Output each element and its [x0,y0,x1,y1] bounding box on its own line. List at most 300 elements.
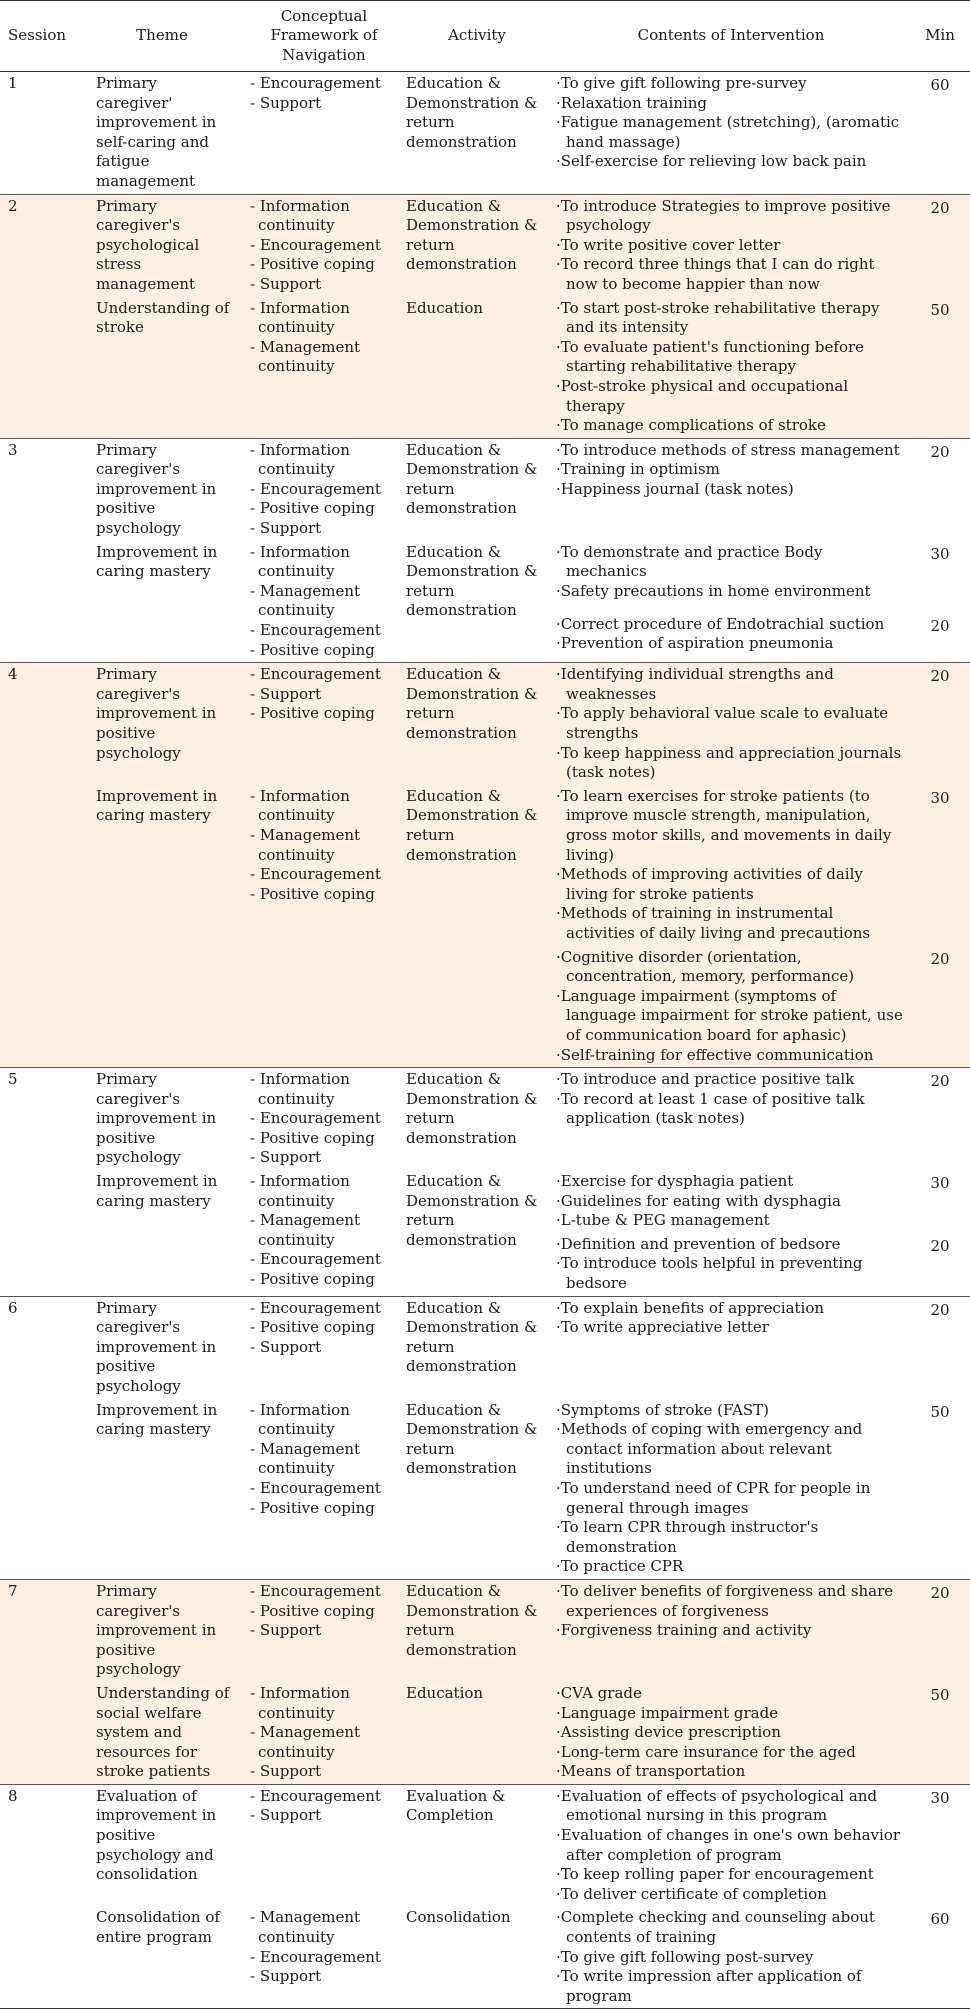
bullet-icon: · [556,1786,561,1805]
minutes-cell: 30 [930,1174,950,1193]
content-item [556,236,906,256]
bullet-icon: · [556,1211,561,1230]
content-item [556,634,906,654]
contents-cell [552,1399,910,1580]
framework-item: - Information continuity [250,542,350,581]
content-text: To give gift following post-survey [560,1947,814,1966]
bullet-icon: · [556,1947,561,1966]
content-item [556,460,906,480]
content-item [556,1254,906,1293]
bullet-icon: · [556,947,561,966]
activity-cell [402,1399,552,1580]
content-text: Methods of improving activities of daily living for stroke patients [560,865,863,903]
content-text: Definition and prevention of bedsore [560,1234,841,1253]
content-item [556,1723,906,1743]
session-number: 2 [0,194,78,296]
session-number: 8 [0,1784,78,1906]
session-number [0,297,78,439]
theme-cell [78,1296,246,1398]
content-text: To keep rolling paper for encouragement [560,1865,874,1884]
theme-text: Primary caregiver's improvement in positive psychology [96,665,217,762]
bullet-icon: · [556,1420,561,1439]
theme-text: Evaluation of improvement in positive psychology and consolidation [96,1786,217,1884]
theme-text: Primary caregiver's improvement in positive psychology [96,1298,217,1395]
content-item [556,299,906,338]
theme-cell [78,1068,246,1170]
framework-item: - Encouragement [250,665,381,684]
theme-text: Improvement in caring mastery [96,1400,218,1439]
activity-line: Education [406,298,484,317]
theme-text: Understanding of stroke [96,298,230,337]
content-item [556,1967,906,2006]
content-text: Safety precautions in home environment [560,581,871,600]
content-text: Relaxation training [560,93,708,112]
theme-text: Primary caregiver's psychological stress management [96,196,200,293]
bullet-icon: · [556,74,561,92]
framework-item: - Support [250,1762,322,1781]
contents-cell [552,194,910,296]
contents-cell [552,663,910,785]
content-item [556,1582,906,1621]
theme-cell [78,785,246,1068]
header-contents: Contents of Intervention [552,1,910,72]
table-row [0,1170,970,1233]
content-text: Language impairment grade [560,1703,779,1722]
activity-line: Demonstration & [406,1420,538,1439]
framework-item: - Information continuity [250,298,350,337]
activity-line: Education & [406,1581,502,1600]
content-text: Complete checking and counseling about contents of training [560,1908,875,1947]
framework-item: - Positive coping [250,884,375,903]
header-framework: Conceptual Framework of Navigation [246,1,402,72]
contents-cell [552,438,910,540]
content-item [556,1865,906,1885]
theme-text: Improvement in caring mastery [96,786,218,825]
activity-line: demonstration [406,845,517,864]
bullet-icon: · [556,376,561,395]
content-item [556,987,906,1046]
activity-line: Evaluation & [406,1786,506,1805]
bullet-icon: · [556,1908,561,1927]
activity-line: Education & [406,440,502,459]
header-min: Min [910,1,970,72]
activity-line: Education & [406,1070,502,1089]
theme-text: Primary caregiver's improvement in positive psychology [96,1070,217,1167]
framework-cell [246,785,402,1068]
bullet-icon: · [556,255,561,274]
minutes-cell: 20 [910,194,970,296]
activity-line: Education & [406,74,502,92]
framework-cell [246,1906,402,2008]
theme-cell [78,541,246,663]
activity-line: Demonstration & [406,1601,538,1620]
activity-line: Demonstration & [406,684,538,703]
activity-line: Education & [406,1298,502,1317]
bullet-icon: · [556,460,561,479]
content-text: Means of transportation [560,1762,746,1781]
minutes-cell: 20 [930,1236,950,1255]
content-item [556,615,906,635]
contents-cell [552,1296,910,1398]
framework-item: - Support [250,93,322,112]
bullet-icon: · [556,786,561,805]
framework-item: - Encouragement [250,1250,381,1269]
bullet-icon: · [556,479,561,498]
bullet-icon: · [556,1826,561,1845]
activity-line: Completion [406,1806,494,1825]
bullet-icon: · [556,1478,561,1497]
bullet-icon: · [556,416,561,435]
minutes-cell: 20 [910,1068,970,1170]
activity-line: demonstration [406,1230,517,1249]
minutes-cell: 20 [910,663,970,785]
framework-cell [246,1399,402,1580]
activity-line: return [406,113,455,132]
framework-item: - Positive coping [250,1128,375,1147]
content-text: To explain benefits of appreciation [560,1298,825,1317]
content-text: Training in optimism [560,460,720,479]
activity-line: return [406,479,455,498]
content-item [556,865,906,904]
minutes-cell: 20 [910,1296,970,1398]
bullet-icon: · [556,1703,561,1722]
content-text: L-tube & PEG management [560,1211,770,1230]
theme-cell [78,1906,246,2008]
content-text: To learn CPR through instructor's demonstration [560,1518,819,1556]
minutes-cell: 30 [930,544,950,563]
framework-item: - Information continuity [250,1683,350,1722]
framework-cell [246,1170,402,1296]
framework-item: - Encouragement [250,235,381,254]
content-item [556,338,906,377]
framework-item: - Encouragement [250,1581,381,1600]
bullet-icon: · [556,665,561,684]
activity-line: Demonstration & [406,562,538,581]
activity-line: Education & [406,542,502,561]
content-item [556,582,906,602]
session-number: 3 [0,438,78,540]
content-text: To introduce tools helpful in preventing bedsore [560,1254,863,1293]
activity-line: demonstration [406,255,517,274]
theme-cell [78,1784,246,1906]
framework-item: - Positive coping [250,255,375,274]
activity-line: demonstration [406,724,517,742]
content-text: To write positive cover letter [560,235,781,254]
framework-item: - Support [250,1621,322,1640]
bullet-icon: · [556,1191,561,1210]
content-item [556,1211,906,1231]
framework-item: - Support [250,1148,322,1167]
bullet-icon: · [556,152,561,171]
activity-line: Demonstration & [406,93,538,112]
content-text: To practice CPR [560,1557,684,1576]
content-text: To start post-stroke rehabilitative therapy and its intensity [560,298,880,337]
activity-line: Education & [406,665,502,684]
framework-item: - Information continuity [250,440,350,479]
framework-item: - Positive coping [250,1601,375,1620]
activity-cell [402,663,552,785]
activity-line: return [406,1621,455,1640]
contents-cell [552,72,910,195]
bullet-icon: · [556,614,561,633]
content-text: Exercise for dysphagia patient [560,1172,794,1191]
bullet-icon: · [556,581,561,600]
content-item [556,1762,906,1782]
content-item [556,1172,906,1192]
content-item [556,1621,906,1641]
bullet-icon: · [556,113,561,132]
activity-cell [402,1579,552,1681]
framework-item: - Information continuity [250,786,350,825]
bullet-icon: · [556,1172,561,1191]
bullet-icon: · [556,1518,561,1537]
contents-cell [552,1579,910,1681]
activity-line: Education & [406,1172,502,1191]
content-item [556,1420,906,1479]
framework-item: - Support [250,684,322,703]
bullet-icon: · [556,634,561,653]
content-text: Language impairment (symptoms of language impairment for stroke patient, use of communication board for aphasic) [560,986,903,1044]
activity-line: return [406,1109,455,1128]
framework-cell [246,1068,402,1170]
framework-cell [246,1296,402,1398]
table-row [0,663,970,785]
activity-line: return [406,1439,455,1458]
activity-line: demonstration [406,601,517,620]
bullet-icon: · [556,1089,561,1108]
framework-item: - Positive coping [250,499,375,518]
minutes-cell: 30 [910,785,970,946]
activity-cell [402,1682,552,1784]
table-row [0,1068,970,1170]
bullet-icon: · [556,1621,561,1640]
table-row [0,72,970,195]
activity-line: Education & [406,786,502,805]
table-row [0,438,970,540]
activity-line: demonstration [406,1357,517,1376]
theme-text: Improvement in caring mastery [96,1172,218,1210]
content-item [556,1787,906,1826]
theme-text: Primary caregiver' improvement in self-caring and fatigue management [96,74,217,190]
content-text: To deliver certificate of completion [560,1884,827,1903]
activity-cell [402,72,552,195]
content-text: Forgiveness training and activity [560,1621,812,1640]
theme-cell [78,72,246,195]
content-item [556,480,906,500]
table-row [0,541,970,613]
content-text: Prevention of aspiration pneumonia [560,634,834,653]
content-item [556,1948,906,1968]
bullet-icon: · [556,986,561,1005]
framework-cell [246,1579,402,1681]
minutes-cell: 50 [930,1402,950,1421]
framework-cell [246,663,402,785]
session-number [0,1399,78,1580]
table-row [0,785,970,946]
header-row [0,1,970,72]
framework-item: - Encouragement [250,1298,381,1317]
activity-line: demonstration [406,1128,517,1147]
session-number [0,1170,78,1296]
theme-text: Consolidation of entire program [96,1908,220,1947]
bullet-icon: · [556,440,561,459]
minutes-cell: 60 [910,1906,970,2008]
theme-cell [78,297,246,439]
contents-cell [552,1784,910,1906]
bullet-icon: · [556,1070,561,1089]
bullet-icon: · [556,1581,561,1600]
bullet-icon: · [556,1742,561,1761]
bullet-icon: · [556,1683,561,1702]
activity-line: Demonstration & [406,806,538,825]
contents-cell [552,297,910,439]
minutes-cell: 50 [910,297,970,439]
theme-text: Understanding of social welfare system and resources for stroke patients [96,1683,230,1781]
framework-item: - Encouragement [250,1478,381,1497]
contents-cell [552,946,910,1068]
content-item [556,377,906,416]
table-row [0,1296,970,1398]
contents-cell [552,785,910,946]
minutes-cell: 30 [910,1784,970,1906]
content-text: To record at least 1 case of positive talk application (task notes) [560,1089,865,1128]
framework-item: - Management continuity [250,825,361,864]
activity-cell [402,194,552,296]
framework-item: - Management continuity [250,581,361,620]
bullet-icon: · [556,196,561,215]
theme-cell [78,1682,246,1784]
content-item [556,1743,906,1763]
bullet-icon: · [556,1234,561,1253]
theme-cell [78,1170,246,1296]
content-text: Cognitive disorder (orientation, concentration, memory, performance) [560,947,855,986]
framework-item: - Encouragement [250,621,381,640]
framework-item: - Information continuity [250,1172,350,1210]
theme-text: Improvement in caring mastery [96,542,218,581]
table-body [0,72,970,2009]
bullet-icon: · [556,904,561,923]
table-row [0,194,970,296]
table-row [0,1579,970,1681]
framework-item: - Information continuity [250,1070,350,1108]
content-item [556,441,906,461]
framework-cell [246,1784,402,1906]
theme-text: Primary caregiver's improvement in positive psychology [96,440,217,538]
content-item [556,543,906,582]
session-number [0,785,78,1068]
activity-line: demonstration [406,499,517,518]
content-item [556,1299,906,1319]
content-item [556,744,906,783]
theme-cell [78,194,246,296]
contents-cell [552,1682,910,1784]
framework-item: - Encouragement [250,1947,381,1966]
content-item [556,1557,906,1577]
contents-cell [552,541,910,613]
contents-cell [552,1906,910,2008]
activity-line: demonstration [406,1640,517,1659]
activity-cell [402,1170,552,1296]
contents-cell [552,1068,910,1170]
content-item [556,255,906,294]
bullet-icon: · [556,93,561,112]
activity-line: Demonstration & [406,1089,538,1108]
content-item [556,416,906,436]
content-item [556,1518,906,1557]
content-text: To introduce Strategies to improve positive psychology [560,196,891,235]
content-item [556,1826,906,1865]
bullet-icon: · [556,298,561,317]
activity-line: Education & [406,196,502,215]
framework-cell [246,297,402,439]
activity-cell [402,1068,552,1170]
content-text: Symptoms of stroke (FAST) [560,1400,770,1419]
bullet-icon: · [556,235,561,254]
table-header [0,1,970,72]
framework-item: - Support [250,519,322,538]
bullet-icon: · [556,1298,561,1317]
content-item [556,197,906,236]
contents-cell [552,1170,910,1233]
content-item [556,1704,906,1724]
content-item [556,1401,906,1421]
bullet-icon: · [556,1400,561,1419]
content-text: To write appreciative letter [560,1318,769,1337]
table-row [0,1906,970,2008]
table-row [0,297,970,439]
table-row [0,1399,970,1580]
framework-item: - Encouragement [250,479,381,498]
framework-item: - Encouragement [250,1109,381,1128]
content-text: Happiness journal (task notes) [560,479,794,498]
content-item [556,1070,906,1090]
header-theme: Theme [78,1,246,72]
framework-cell [246,438,402,540]
content-text: To learn exercises for stroke patients (to improve muscle strength, manipulation, gross motor skills, and movements in daily living) [560,786,892,864]
content-item [556,1090,906,1129]
activity-line: return [406,1211,455,1230]
bullet-icon: · [556,1762,561,1781]
bullet-icon: · [556,865,561,884]
content-item [556,1235,906,1255]
activity-line: Education [406,1683,484,1702]
content-text: To write impression after application of program [560,1967,862,2005]
content-text: Methods of training in instrumental activities of daily living and precautions [560,904,871,942]
framework-item: - Management continuity [250,1723,361,1761]
framework-item: - Support [250,274,322,293]
activity-line: return [406,825,455,844]
framework-cell [246,72,402,195]
content-item [556,1684,906,1704]
framework-item: - Positive coping [250,640,375,659]
bullet-icon: · [556,1884,561,1903]
framework-cell [246,194,402,296]
bullet-icon: · [556,1045,561,1064]
content-item [556,1046,906,1066]
activity-cell [402,438,552,540]
content-item [556,1479,906,1518]
session-number [0,1906,78,2008]
activity-cell [402,541,552,663]
content-item [556,1885,906,1905]
content-text: To evaluate patient's functioning before starting rehabilitative therapy [560,337,865,376]
bullet-icon: · [556,542,561,561]
framework-item: - Information continuity [250,1400,350,1439]
header-activity: Activity [402,1,552,72]
content-text: To apply behavioral value scale to evaluate strengths [560,704,889,742]
bullet-icon: · [556,1723,561,1742]
activity-line: Consolidation [406,1908,511,1927]
